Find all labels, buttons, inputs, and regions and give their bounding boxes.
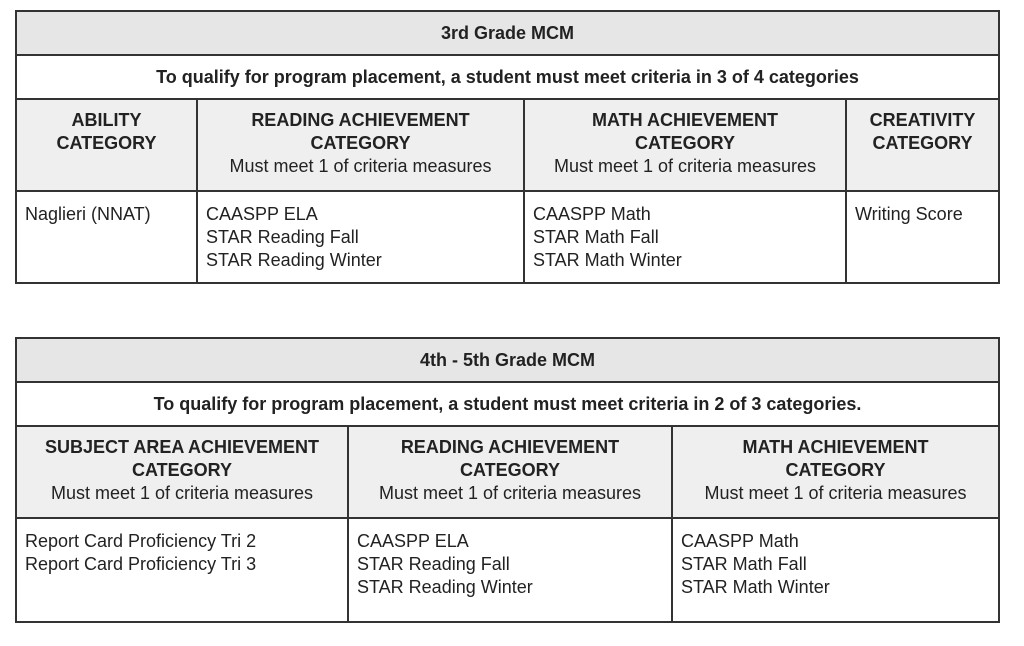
creativity-measures-cell — [846, 191, 999, 283]
header-line: ABILITY — [71, 110, 142, 130]
measure-item: STAR Math Fall — [533, 227, 659, 247]
header-line: READING ACHIEVEMENT — [400, 437, 620, 457]
header-line: READING ACHIEVEMENT — [251, 110, 470, 130]
measure-item: Writing Score — [855, 204, 963, 224]
math-measures-cell — [672, 518, 999, 622]
header-line: CATEGORY — [131, 460, 232, 480]
ability-measures-cell — [16, 191, 197, 283]
measure-item: STAR Reading Winter — [206, 250, 382, 270]
measure-item: CAASPP ELA — [357, 531, 469, 551]
header-line: CATEGORY — [785, 460, 886, 480]
header-subtext: Must meet 1 of criteria measures — [553, 156, 817, 176]
header-line: SUBJECT AREA ACHIEVEMENT — [44, 437, 320, 457]
measure-item: STAR Reading Fall — [206, 227, 359, 247]
measure-item: CAASPP Math — [533, 204, 651, 224]
header-line: MATH ACHIEVEMENT — [592, 110, 778, 130]
reading-measures-cell — [197, 191, 524, 283]
measure-item: CAASPP ELA — [206, 204, 318, 224]
column-header-math — [672, 426, 999, 518]
measure-item: STAR Math Winter — [681, 577, 830, 597]
measure-item: STAR Reading Fall — [357, 554, 510, 574]
header-line: CATEGORY — [310, 133, 411, 153]
header-subtext: Must meet 1 of criteria measures — [50, 483, 314, 503]
header-line: CREATIVITY — [869, 110, 976, 130]
column-header-math — [524, 99, 846, 191]
subject-area-measures-cell — [16, 518, 348, 622]
table-title: 3rd Grade MCM — [16, 11, 999, 55]
header-subtext: Must meet 1 of criteria measures — [378, 483, 642, 503]
column-header-reading — [197, 99, 524, 191]
math-measures-cell — [524, 191, 846, 283]
measure-item: STAR Math Fall — [681, 554, 807, 574]
header-line: CATEGORY — [56, 133, 157, 153]
column-header-reading — [348, 426, 672, 518]
header-line: CATEGORY — [459, 460, 560, 480]
fourth-fifth-grade-mcm-table — [15, 337, 1000, 623]
header-line: MATH ACHIEVEMENT — [742, 437, 929, 457]
qualification-criteria: To qualify for program placement, a student must meet criteria in 2 of 3 categories. — [16, 382, 999, 426]
measure-item: CAASPP Math — [681, 531, 799, 551]
qualification-criteria: To qualify for program placement, a student must meet criteria in 3 of 4 categories — [16, 55, 999, 99]
header-subtext: Must meet 1 of criteria measures — [229, 156, 492, 176]
header-subtext: Must meet 1 of criteria measures — [704, 483, 967, 503]
table-title: 4th - 5th Grade MCM — [16, 338, 999, 382]
header-line: CATEGORY — [872, 133, 973, 153]
reading-measures-cell — [348, 518, 672, 622]
measure-item: STAR Math Winter — [533, 250, 682, 270]
header-line: CATEGORY — [634, 133, 735, 153]
measure-item: Naglieri (NNAT) — [25, 204, 151, 224]
column-header-creativity — [846, 99, 999, 191]
measure-item: STAR Reading Winter — [357, 577, 533, 597]
third-grade-mcm-table — [15, 10, 1000, 284]
column-header-ability — [16, 99, 197, 191]
measure-item: Report Card Proficiency Tri 2 — [25, 531, 257, 551]
column-header-subject-area — [16, 426, 348, 518]
measure-item: Report Card Proficiency Tri 3 — [25, 554, 257, 574]
